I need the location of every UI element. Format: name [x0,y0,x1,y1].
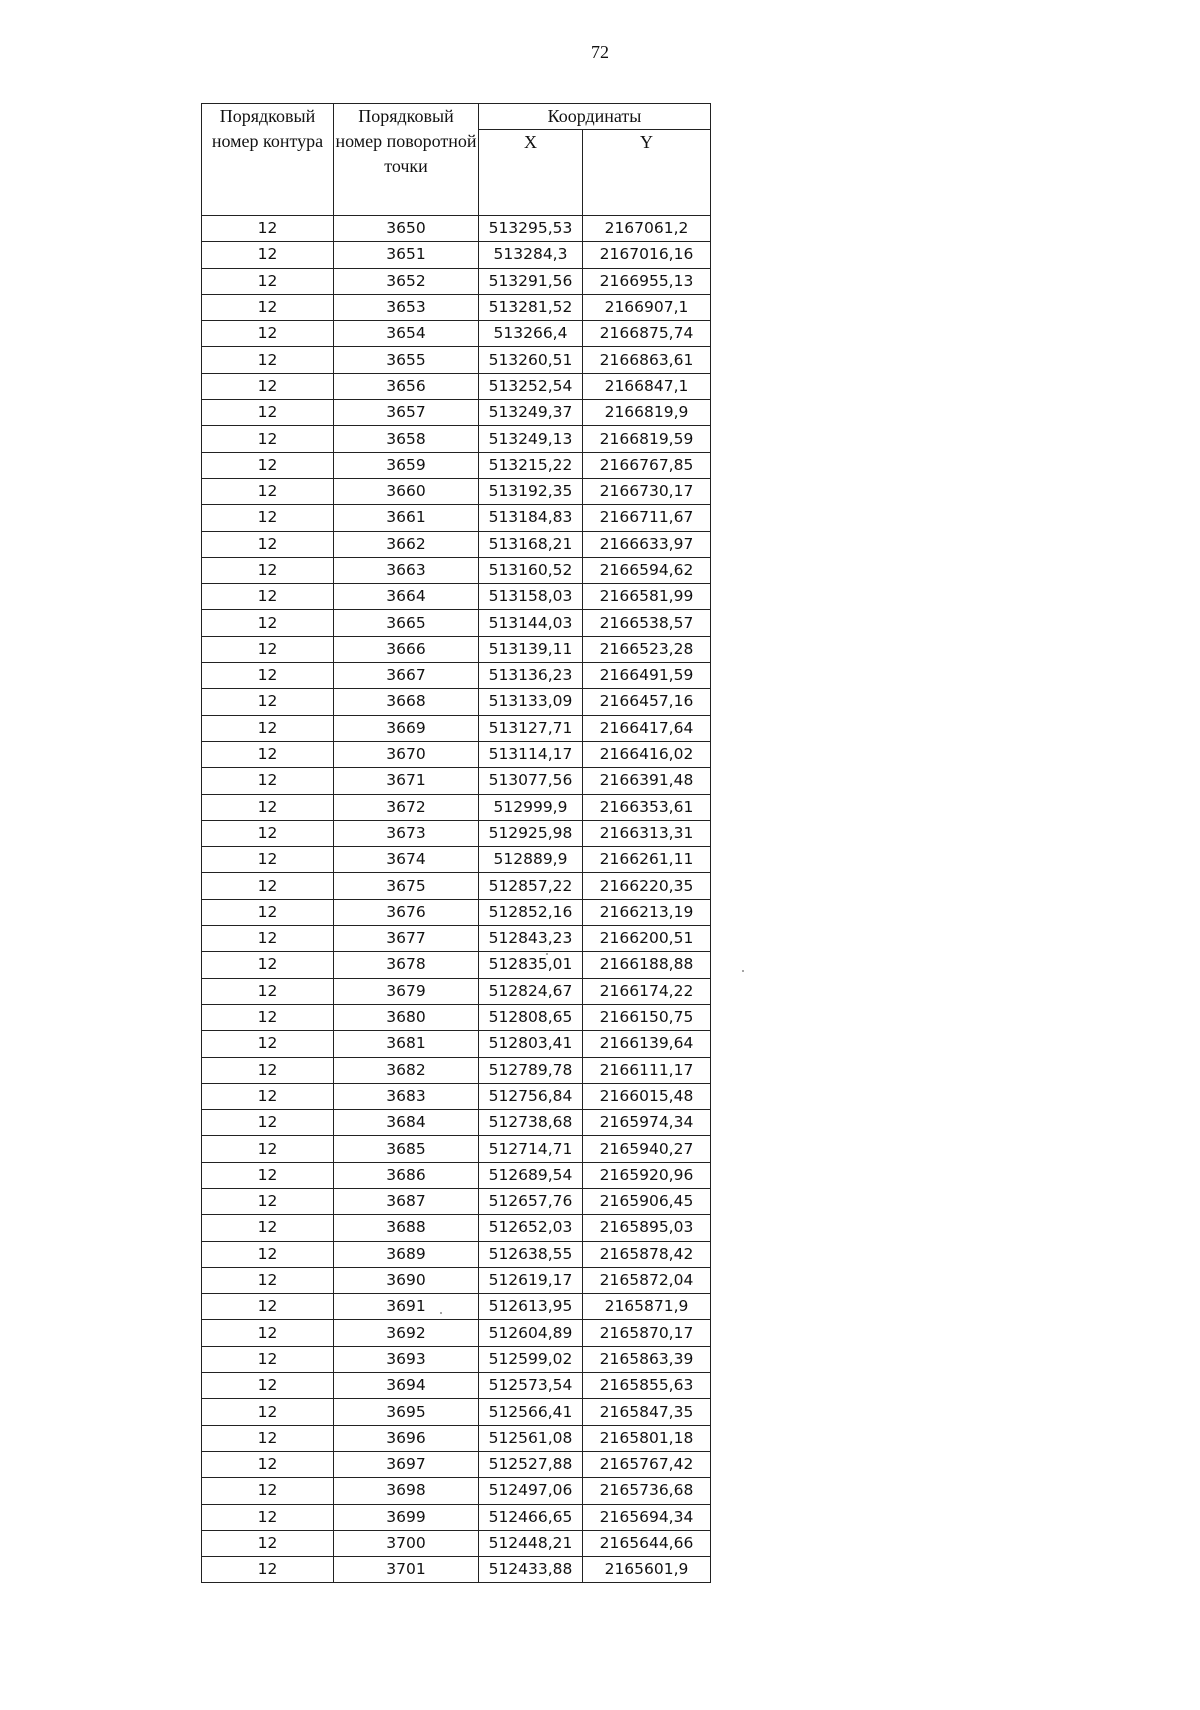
cell-contour-number: 12 [202,873,334,899]
cell-y: 2166491,59 [583,663,711,689]
table-row [202,1451,711,1477]
table-row [202,1083,711,1109]
cell-y: 2166391,48 [583,768,711,794]
cell-contour-number: 12 [202,689,334,715]
cell-x: 512561,08 [479,1425,583,1451]
cell-x: 512999,9 [479,794,583,820]
table-row [202,1478,711,1504]
table-row [202,715,711,741]
cell-y: 2166015,48 [583,1083,711,1109]
cell-x: 512619,17 [479,1267,583,1293]
cell-point-number: 3697 [334,1451,479,1477]
cell-contour-number: 12 [202,1162,334,1188]
cell-x: 512843,23 [479,926,583,952]
table-row [202,478,711,504]
table-row [202,1031,711,1057]
cell-point-number: 3652 [334,268,479,294]
cell-contour-number: 12 [202,610,334,636]
cell-x: 513215,22 [479,452,583,478]
cell-x: 512599,02 [479,1346,583,1372]
cell-y: 2166313,31 [583,820,711,846]
cell-contour-number: 12 [202,847,334,873]
cell-contour-number: 12 [202,1110,334,1136]
table-row [202,1399,711,1425]
table-row [202,1557,711,1583]
cell-x: 512433,88 [479,1557,583,1583]
table-header [202,104,711,216]
cell-y: 2166188,88 [583,952,711,978]
table-row [202,1346,711,1372]
cell-contour-number: 12 [202,1530,334,1556]
cell-contour-number: 12 [202,978,334,1004]
cell-x: 512657,76 [479,1188,583,1214]
table-row [202,1267,711,1293]
cell-y: 2166767,85 [583,452,711,478]
table-row [202,294,711,320]
cell-y: 2166955,13 [583,268,711,294]
cell-point-number: 3690 [334,1267,479,1293]
cell-point-number: 3653 [334,294,479,320]
cell-contour-number: 12 [202,1031,334,1057]
cell-y: 2166220,35 [583,873,711,899]
table-row [202,505,711,531]
cell-point-number: 3667 [334,663,479,689]
cell-x: 513127,71 [479,715,583,741]
cell-y: 2166174,22 [583,978,711,1004]
table-row [202,557,711,583]
cell-y: 2166863,61 [583,347,711,373]
table-row [202,1188,711,1214]
cell-contour-number: 12 [202,557,334,583]
cell-point-number: 3701 [334,1557,479,1583]
table-row [202,610,711,636]
cell-x: 512925,98 [479,820,583,846]
cell-point-number: 3677 [334,926,479,952]
cell-point-number: 3664 [334,584,479,610]
cell-y: 2166819,9 [583,400,711,426]
cell-y: 2166730,17 [583,478,711,504]
cell-x: 513295,53 [479,216,583,242]
cell-x: 513077,56 [479,768,583,794]
cell-x: 513114,17 [479,741,583,767]
cell-x: 512604,89 [479,1320,583,1346]
cell-point-number: 3657 [334,400,479,426]
table-row [202,1320,711,1346]
table-row [202,636,711,662]
cell-y: 2165878,42 [583,1241,711,1267]
cell-x: 513260,51 [479,347,583,373]
table-row [202,926,711,952]
cell-contour-number: 12 [202,216,334,242]
cell-y: 2165940,27 [583,1136,711,1162]
cell-point-number: 3656 [334,373,479,399]
cell-x: 512857,22 [479,873,583,899]
cell-contour-number: 12 [202,1320,334,1346]
cell-y: 2166819,59 [583,426,711,452]
table-row [202,1241,711,1267]
cell-y: 2165895,03 [583,1215,711,1241]
cell-contour-number: 12 [202,426,334,452]
header-point-number: Порядковый номер поворотной точки [334,104,479,216]
cell-y: 2166417,64 [583,715,711,741]
table-row [202,1162,711,1188]
cell-point-number: 3650 [334,216,479,242]
table-body [202,216,711,1583]
cell-x: 513266,4 [479,321,583,347]
cell-contour-number: 12 [202,531,334,557]
cell-contour-number: 12 [202,1188,334,1214]
cell-y: 2166907,1 [583,294,711,320]
table-row [202,321,711,347]
cell-point-number: 3654 [334,321,479,347]
table-row [202,1136,711,1162]
cell-x: 512448,21 [479,1530,583,1556]
cell-point-number: 3661 [334,505,479,531]
cell-y: 2166847,1 [583,373,711,399]
cell-y: 2165872,04 [583,1267,711,1293]
cell-point-number: 3662 [334,531,479,557]
cell-contour-number: 12 [202,1504,334,1530]
cell-contour-number: 12 [202,478,334,504]
cell-x: 512808,65 [479,1004,583,1030]
cell-point-number: 3673 [334,820,479,846]
cell-x: 512573,54 [479,1373,583,1399]
cell-point-number: 3651 [334,242,479,268]
cell-contour-number: 12 [202,768,334,794]
table-row [202,768,711,794]
cell-x: 512689,54 [479,1162,583,1188]
cell-point-number: 3694 [334,1373,479,1399]
cell-y: 2166200,51 [583,926,711,952]
cell-x: 513252,54 [479,373,583,399]
cell-y: 2166711,67 [583,505,711,531]
cell-y: 2166353,61 [583,794,711,820]
cell-point-number: 3658 [334,426,479,452]
cell-contour-number: 12 [202,636,334,662]
cell-contour-number: 12 [202,1294,334,1320]
cell-point-number: 3685 [334,1136,479,1162]
cell-contour-number: 12 [202,1425,334,1451]
cell-contour-number: 12 [202,1004,334,1030]
cell-x: 512527,88 [479,1451,583,1477]
cell-contour-number: 12 [202,926,334,952]
table-row [202,452,711,478]
cell-point-number: 3675 [334,873,479,899]
table-row [202,899,711,925]
cell-point-number: 3695 [334,1399,479,1425]
cell-contour-number: 12 [202,373,334,399]
cell-point-number: 3688 [334,1215,479,1241]
cell-contour-number: 12 [202,584,334,610]
cell-point-number: 3698 [334,1478,479,1504]
cell-x: 513249,13 [479,426,583,452]
cell-contour-number: 12 [202,741,334,767]
cell-y: 2166581,99 [583,584,711,610]
cell-x: 512756,84 [479,1083,583,1109]
cell-contour-number: 12 [202,1399,334,1425]
cell-y: 2166633,97 [583,531,711,557]
table-row [202,1373,711,1399]
cell-contour-number: 12 [202,794,334,820]
cell-contour-number: 12 [202,294,334,320]
cell-point-number: 3681 [334,1031,479,1057]
table-row [202,426,711,452]
table-row [202,847,711,873]
cell-y: 2165767,42 [583,1451,711,1477]
cell-x: 513139,11 [479,636,583,662]
cell-y: 2167016,16 [583,242,711,268]
cell-y: 2166111,17 [583,1057,711,1083]
table-row [202,741,711,767]
cell-contour-number: 12 [202,1346,334,1372]
cell-y: 2166139,64 [583,1031,711,1057]
cell-point-number: 3692 [334,1320,479,1346]
cell-y: 2165644,66 [583,1530,711,1556]
cell-point-number: 3655 [334,347,479,373]
cell-point-number: 3689 [334,1241,479,1267]
cell-contour-number: 12 [202,400,334,426]
table-row [202,794,711,820]
table-row [202,584,711,610]
cell-x: 513144,03 [479,610,583,636]
cell-x: 512714,71 [479,1136,583,1162]
cell-y: 2166875,74 [583,321,711,347]
cell-contour-number: 12 [202,242,334,268]
cell-y: 2165870,17 [583,1320,711,1346]
cell-contour-number: 12 [202,1557,334,1583]
cell-point-number: 3660 [334,478,479,504]
table-row [202,216,711,242]
table-row [202,1504,711,1530]
cell-x: 512824,67 [479,978,583,1004]
cell-contour-number: 12 [202,1478,334,1504]
cell-y: 2166457,16 [583,689,711,715]
cell-y: 2165736,68 [583,1478,711,1504]
table-row [202,873,711,899]
cell-point-number: 3684 [334,1110,479,1136]
cell-contour-number: 12 [202,1373,334,1399]
table-row [202,1294,711,1320]
cell-y: 2166261,11 [583,847,711,873]
cell-contour-number: 12 [202,347,334,373]
cell-point-number: 3693 [334,1346,479,1372]
cell-point-number: 3670 [334,741,479,767]
cell-x: 512803,41 [479,1031,583,1057]
cell-contour-number: 12 [202,820,334,846]
cell-y: 2166213,19 [583,899,711,925]
table-row [202,1530,711,1556]
cell-point-number: 3700 [334,1530,479,1556]
cell-contour-number: 12 [202,715,334,741]
cell-point-number: 3669 [334,715,479,741]
cell-y: 2165801,18 [583,1425,711,1451]
cell-x: 513158,03 [479,584,583,610]
page-number: 72 [591,42,609,62]
cell-y: 2165855,63 [583,1373,711,1399]
cell-point-number: 3678 [334,952,479,978]
cell-contour-number: 12 [202,321,334,347]
cell-y: 2166523,28 [583,636,711,662]
cell-contour-number: 12 [202,1136,334,1162]
cell-x: 513291,56 [479,268,583,294]
table-row [202,347,711,373]
cell-point-number: 3682 [334,1057,479,1083]
scan-speck [742,970,744,972]
header-y: Y [583,130,711,216]
cell-x: 513284,3 [479,242,583,268]
scan-speck [440,1312,442,1314]
cell-x: 512613,95 [479,1294,583,1320]
cell-y: 2165974,34 [583,1110,711,1136]
table-row [202,531,711,557]
cell-x: 513281,52 [479,294,583,320]
cell-x: 512466,65 [479,1504,583,1530]
cell-contour-number: 12 [202,1215,334,1241]
cell-y: 2166594,62 [583,557,711,583]
cell-contour-number: 12 [202,1451,334,1477]
header-x: X [479,130,583,216]
scan-speck [546,953,548,955]
cell-point-number: 3668 [334,689,479,715]
cell-y: 2167061,2 [583,216,711,242]
table-row [202,400,711,426]
cell-x: 512789,78 [479,1057,583,1083]
cell-x: 513249,37 [479,400,583,426]
cell-x: 513136,23 [479,663,583,689]
cell-x: 513168,21 [479,531,583,557]
cell-point-number: 3680 [334,1004,479,1030]
table-row [202,268,711,294]
table-row [202,820,711,846]
cell-point-number: 3691 [334,1294,479,1320]
table-row [202,952,711,978]
cell-x: 512889,9 [479,847,583,873]
table-row [202,373,711,399]
table-row [202,689,711,715]
cell-contour-number: 12 [202,899,334,925]
cell-x: 513133,09 [479,689,583,715]
table-row [202,1004,711,1030]
cell-y: 2165601,9 [583,1557,711,1583]
table-row [202,1057,711,1083]
cell-x: 513184,83 [479,505,583,531]
cell-x: 513160,52 [479,557,583,583]
cell-y: 2166416,02 [583,741,711,767]
cell-contour-number: 12 [202,1057,334,1083]
cell-point-number: 3686 [334,1162,479,1188]
cell-point-number: 3665 [334,610,479,636]
cell-point-number: 3672 [334,794,479,820]
cell-y: 2165920,96 [583,1162,711,1188]
coordinates-table [201,103,711,1583]
cell-contour-number: 12 [202,1267,334,1293]
cell-point-number: 3659 [334,452,479,478]
cell-y: 2165871,9 [583,1294,711,1320]
cell-point-number: 3676 [334,899,479,925]
cell-x: 512638,55 [479,1241,583,1267]
table-row [202,1215,711,1241]
cell-contour-number: 12 [202,663,334,689]
cell-x: 512852,16 [479,899,583,925]
cell-point-number: 3683 [334,1083,479,1109]
cell-point-number: 3687 [334,1188,479,1214]
cell-y: 2166150,75 [583,1004,711,1030]
cell-point-number: 3663 [334,557,479,583]
cell-x: 512652,03 [479,1215,583,1241]
header-coordinates: Координаты [479,104,711,130]
header-contour-number: Порядковый номер контура [202,104,334,216]
cell-y: 2165847,35 [583,1399,711,1425]
cell-x: 512566,41 [479,1399,583,1425]
cell-contour-number: 12 [202,452,334,478]
cell-contour-number: 12 [202,505,334,531]
cell-point-number: 3666 [334,636,479,662]
table-row [202,663,711,689]
table-row [202,1425,711,1451]
cell-point-number: 3679 [334,978,479,1004]
table-row [202,1110,711,1136]
cell-y: 2165863,39 [583,1346,711,1372]
cell-x: 512497,06 [479,1478,583,1504]
cell-y: 2165694,34 [583,1504,711,1530]
table-row [202,242,711,268]
table-row [202,978,711,1004]
cell-x: 512835,01 [479,952,583,978]
cell-point-number: 3696 [334,1425,479,1451]
cell-y: 2165906,45 [583,1188,711,1214]
cell-contour-number: 12 [202,268,334,294]
cell-contour-number: 12 [202,1241,334,1267]
cell-point-number: 3699 [334,1504,479,1530]
cell-x: 512738,68 [479,1110,583,1136]
cell-contour-number: 12 [202,1083,334,1109]
cell-point-number: 3671 [334,768,479,794]
cell-y: 2166538,57 [583,610,711,636]
cell-x: 513192,35 [479,478,583,504]
cell-point-number: 3674 [334,847,479,873]
cell-contour-number: 12 [202,952,334,978]
